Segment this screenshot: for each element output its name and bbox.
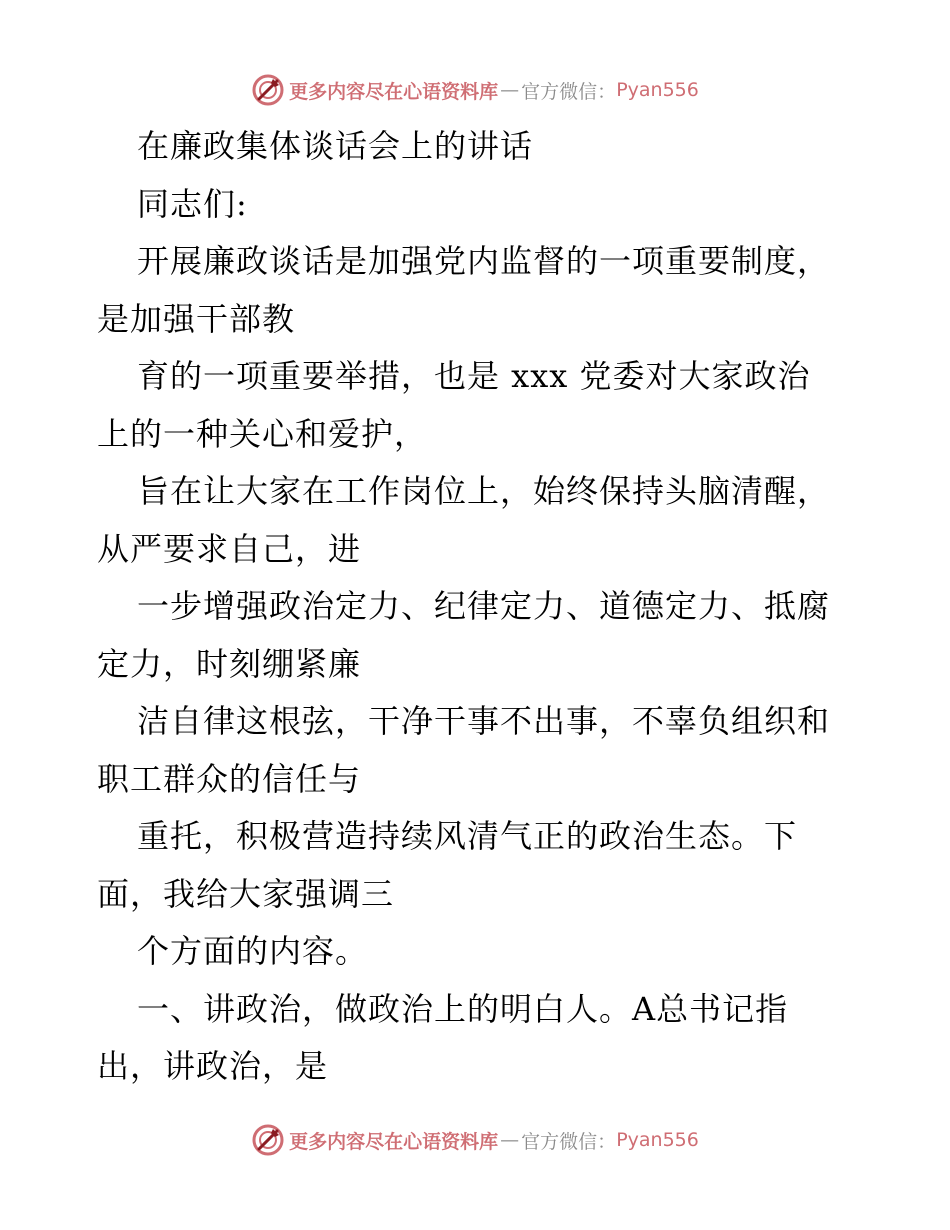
document-line: 个方面的内容。 [137, 932, 369, 970]
header-separator: — [500, 79, 520, 101]
brand-logo-icon [251, 73, 285, 107]
header-wechat-id: Pyan556 [616, 79, 699, 101]
footer-separator: — [500, 1129, 520, 1151]
document-line: 面，我给大家强调三 [97, 874, 395, 913]
header-promo-text: 更多内容尽在心语资料库 [289, 80, 499, 103]
document-line: 职工群众的信任与 [97, 759, 362, 798]
brand-logo-icon [251, 1123, 285, 1157]
document-line: 开展廉政谈话是加强党内监督的一项重要制度， [137, 242, 831, 280]
footer-wechat-id: Pyan556 [616, 1129, 699, 1151]
footer-wechat-label: 官方微信： [521, 1130, 617, 1153]
document-line: 出，讲政治，是 [97, 1047, 329, 1085]
footer-promo-text: 更多内容尽在心语资料库 [289, 1130, 499, 1153]
header-wechat-label: 官方微信： [521, 80, 617, 103]
document-line: 定力，时刻绷紧廉 [97, 644, 362, 683]
footer-watermark-banner [0, 1122, 950, 1158]
document-line: 上的一种关心和爱护， [97, 414, 428, 453]
document-line: 同志们: [137, 184, 248, 223]
document-line: 一步增强政治定力、纪律定力、道德定力、抵腐 [137, 587, 831, 625]
document-line: 是加强干部教 [97, 299, 296, 338]
document-line: 一、讲政治，做政治上的明白人。A总书记指 [137, 989, 789, 1028]
document-body [97, 118, 867, 1096]
document-line: 旨在让大家在工作岗位上，始终保持头脑清醒， [137, 472, 831, 510]
document-line: 洁自律这根弦，干净干事不出事，不辜负组织和 [137, 702, 831, 740]
document-line: 重托，积极营造持续风清气正的政治生态。下 [137, 817, 798, 855]
document-line: 育的一项重要举措，也是 xxx 党委对大家政治 [137, 357, 811, 395]
header-watermark-banner [0, 72, 950, 108]
document-line: 从严要求自己，进 [97, 529, 362, 568]
document-line: 在廉政集体谈话会上的讲话 [137, 127, 534, 165]
